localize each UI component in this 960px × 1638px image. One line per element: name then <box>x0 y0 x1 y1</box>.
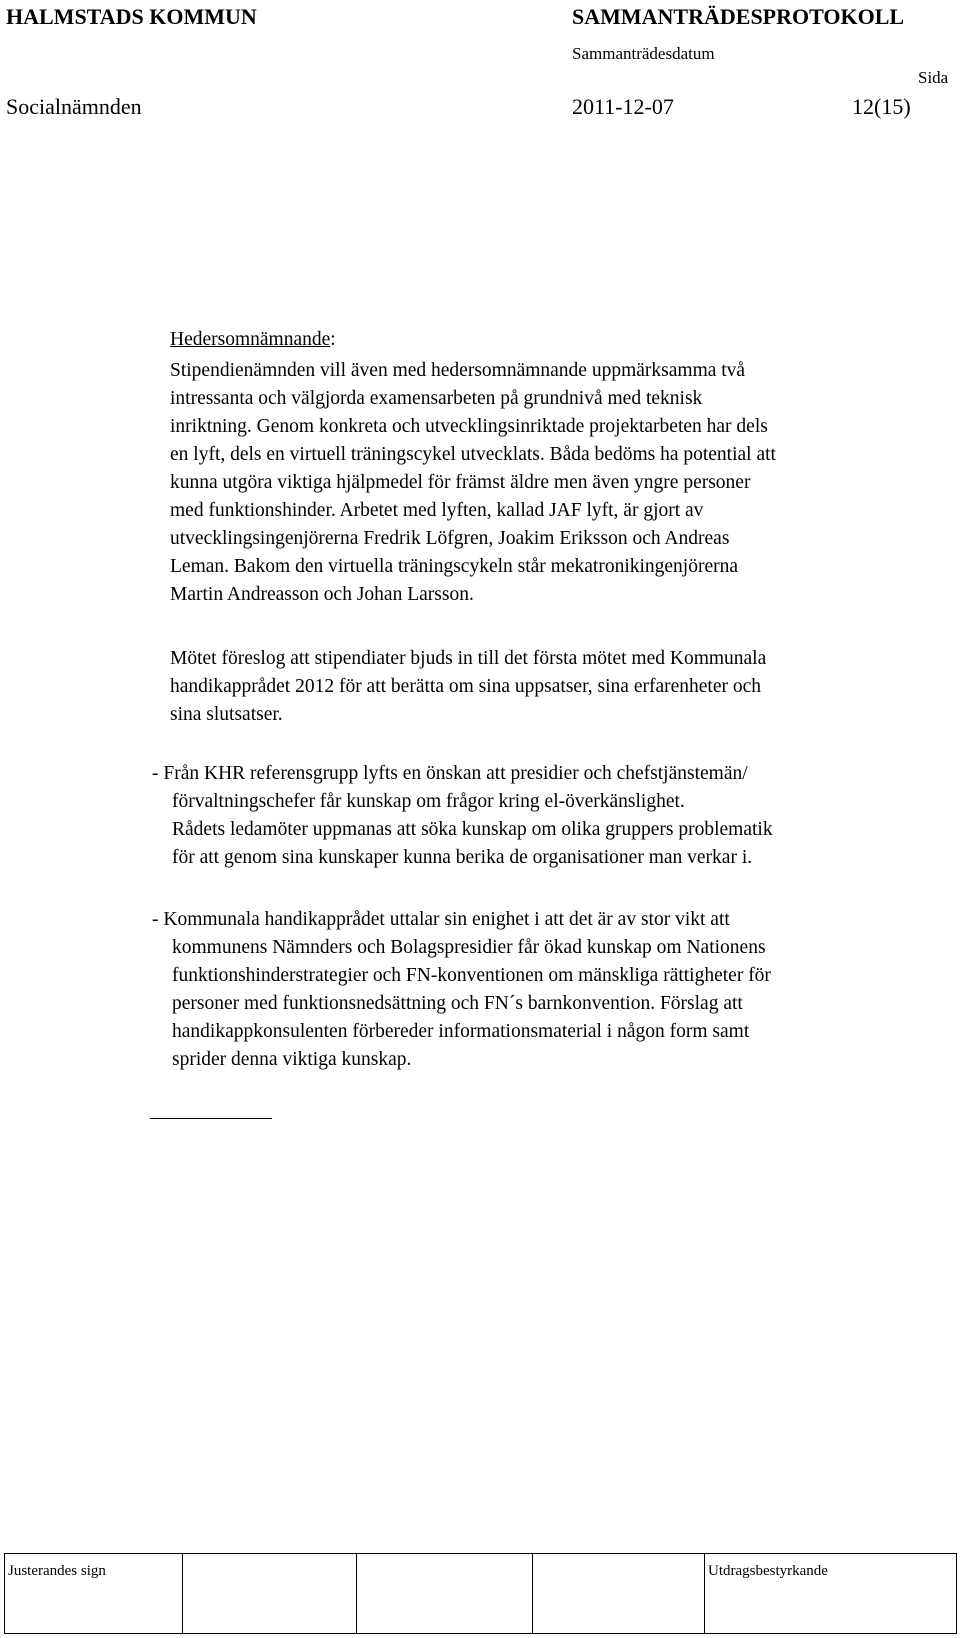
adjuster-sign-label: Justerandes sign <box>8 1563 106 1579</box>
text-line: inriktning. Genom konkreta och utvecklingsinriktade projektarbeten har dels <box>170 416 768 437</box>
text-line: sprider denna viktiga kunskap. <box>172 1049 412 1070</box>
signature-cell[interactable] <box>357 1554 533 1633</box>
signature-rule <box>150 1118 272 1119</box>
section-heading <box>170 329 336 351</box>
text-line: funktionshinderstrategier och FN-konventionen om mänskliga rättigheter för <box>172 965 771 986</box>
text-line: - Kommunala handikapprådet uttalar sin enighet i att det är av stor vikt att <box>152 909 730 930</box>
department-name: Socialnämnden <box>6 94 142 119</box>
document-type: SAMMANTRÄDESPROTOKOLL <box>572 4 905 29</box>
text-line: Stipendienämnden vill även med hedersomnämnande uppmärksamma två <box>170 360 746 381</box>
text-line: intressanta och välgjorda examensarbeten på grundnivå med teknisk <box>170 388 703 409</box>
text-line: utvecklingsingenjörerna Fredrik Löfgren, Joakim Eriksson och Andreas <box>170 528 730 549</box>
text-line: kunna utgöra viktiga hjälpmedel för främst äldre men även yngre personer <box>170 472 751 493</box>
text-line: för att genom sina kunskaper kunna berika de organisationer man verkar i. <box>172 847 753 868</box>
organization-name: HALMSTADS KOMMUN <box>6 4 257 29</box>
section-heading-text: Hedersomnämnande <box>170 329 331 350</box>
text-line: kommunens Nämnders och Bolagspresidier får ökad kunskap om Nationens <box>172 937 766 958</box>
text-line: en lyft, dels en virtuell träningscykel utvecklats. Båda bedöms ha potential att <box>170 444 776 465</box>
text-line: förvaltningschefer får kunskap om frågor kring el-överkänslighet. <box>172 791 685 812</box>
certifier-label: Utdragsbestyrkande <box>708 1563 828 1579</box>
page-label: Sida <box>918 68 949 87</box>
bullet-khr-reference-group <box>152 760 922 872</box>
text-line: handikapprådet 2012 för att berätta om sina uppsatser, sina erfarenheter och <box>170 676 762 697</box>
text-line: Martin Andreasson och Johan Larsson. <box>170 584 474 605</box>
text-line: Mötet föreslog att stipendiater bjuds in till det första mötet med Kommunala <box>170 648 767 669</box>
text-line: med funktionshinder. Arbetet med lyften, kallad JAF lyft, är gjort av <box>170 500 704 521</box>
text-line: Rådets ledamöter uppmanas att söka kunskap om olika gruppers problematik <box>172 819 773 840</box>
signature-cell[interactable] <box>183 1554 357 1633</box>
adjuster-sign-cell[interactable] <box>5 1554 183 1633</box>
bullet-handicap-council-statement <box>152 906 922 1074</box>
paragraph-meeting-proposal <box>170 645 940 729</box>
text-line: Leman. Bakom den virtuella träningscykeln står mekatronikingenjörerna <box>170 556 739 577</box>
footer-signature-table <box>4 1553 957 1634</box>
text-line: - Från KHR referensgrupp lyfts en önskan att presidier och chefstjänstemän/ <box>152 763 748 784</box>
page-number: 12(15) <box>852 94 911 119</box>
meeting-date-label: Sammanträdesdatum <box>572 44 715 63</box>
signature-cell[interactable] <box>533 1554 705 1633</box>
meeting-date: 2011-12-07 <box>572 94 674 119</box>
text-line: handikappkonsulenten förbereder informationsmaterial i någon form samt <box>172 1021 750 1042</box>
certifier-cell[interactable] <box>705 1554 956 1633</box>
text-line: sina slutsatser. <box>170 704 283 725</box>
section-heading-colon: : <box>330 329 336 350</box>
text-line: personer med funktionsnedsättning och FN´s barnkonvention. Förslag att <box>172 993 743 1014</box>
paragraph-honorable-mention <box>170 357 940 609</box>
